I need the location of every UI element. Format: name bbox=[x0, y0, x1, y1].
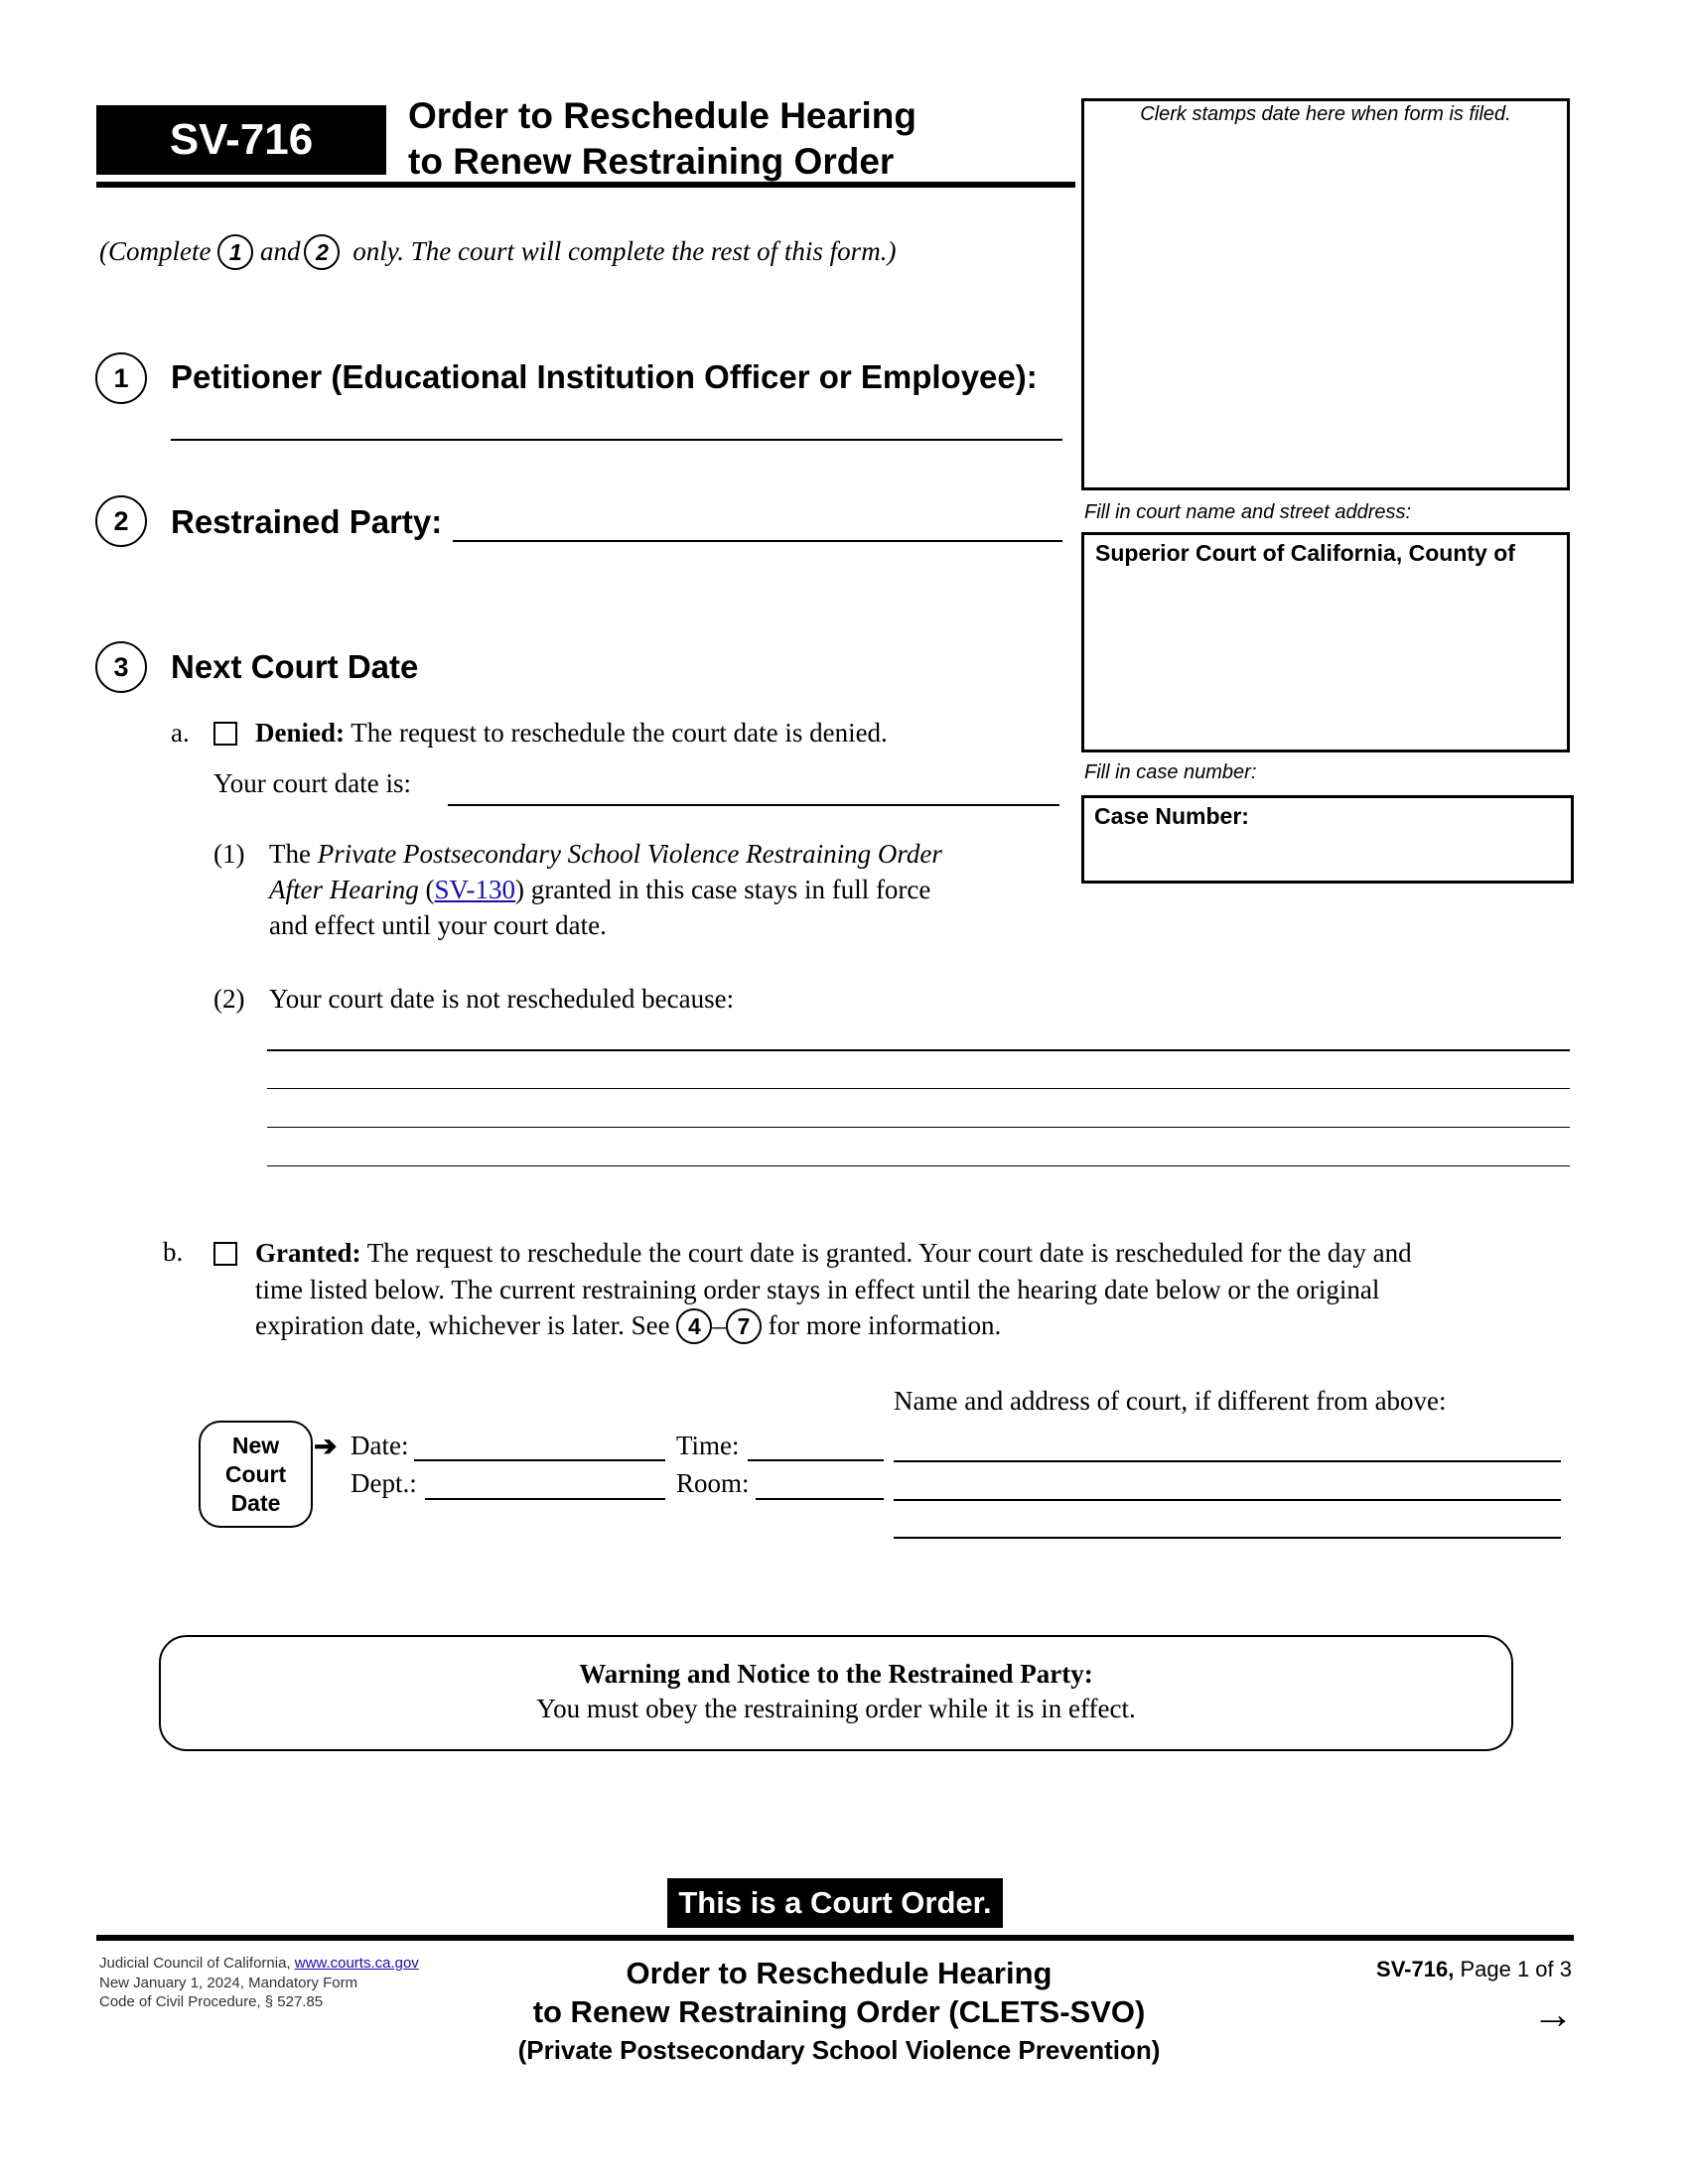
alt-court-label: Name and address of court, if different from above: bbox=[894, 1386, 1447, 1416]
reason-line-2[interactable] bbox=[267, 1088, 1570, 1089]
court-name-field[interactable] bbox=[1081, 532, 1570, 752]
warning-title: Warning and Notice to the Restrained Party: bbox=[579, 1659, 1093, 1689]
instr-text: (Complete bbox=[99, 236, 211, 267]
footer-code: Code of Civil Procedure, § 527.85 bbox=[99, 1993, 324, 2010]
dash: – bbox=[712, 1310, 726, 1341]
item-b-letter: b. bbox=[163, 1237, 184, 1267]
badge-text: Court bbox=[224, 1460, 287, 1487]
court-order-label: This is a Court Order. bbox=[667, 1878, 1003, 1928]
denied-label: Denied: bbox=[255, 718, 345, 748]
item-7-ref-icon: 7 bbox=[726, 1308, 762, 1344]
para-2-text: Your court date is not rescheduled because: bbox=[269, 984, 735, 1014]
denied-description: The request to reschedule the court date is denied. bbox=[351, 718, 888, 748]
petitioner-label: Petitioner (Educational Institution Officer or Employee): bbox=[171, 358, 1038, 395]
para-1-num: (1) bbox=[213, 839, 245, 869]
reason-line-4[interactable] bbox=[267, 1165, 1570, 1166]
badge-text: New bbox=[231, 1432, 280, 1458]
denied-checkbox[interactable] bbox=[213, 722, 237, 746]
footer-title-2: to Renew Restraining Order (CLETS-SVO) bbox=[532, 1994, 1146, 2029]
item-2-ref-icon: 2 bbox=[304, 234, 340, 270]
case-number-label: Case Number: bbox=[1094, 803, 1249, 829]
item-a-letter: a. bbox=[171, 718, 190, 748]
case-number-fill-label: Fill in case number: bbox=[1084, 761, 1257, 783]
text: The bbox=[269, 839, 318, 869]
instructions bbox=[99, 236, 896, 272]
date-field[interactable] bbox=[414, 1459, 665, 1461]
clerk-stamp-box bbox=[1081, 98, 1570, 490]
sv-130-link[interactable]: SV-130 bbox=[434, 875, 516, 904]
para-1-line1 bbox=[269, 839, 942, 870]
alt-court-line-3[interactable] bbox=[894, 1537, 1561, 1539]
item-2-number-icon: 2 bbox=[95, 495, 147, 547]
form-number-badge bbox=[96, 105, 386, 175]
badge-text: Date bbox=[230, 1489, 281, 1516]
court-name-fill-label: Fill in court name and street address: bbox=[1084, 501, 1412, 523]
instr-text: only. The court will complete the rest of this form.) bbox=[352, 236, 897, 267]
arrow-right-icon: ➔ bbox=[314, 1431, 338, 1461]
text: expiration date, whichever is later. See bbox=[255, 1310, 670, 1341]
para-1-line2: After Hearing (SV-130) granted in this case stays in full force bbox=[269, 875, 931, 904]
dept-field[interactable] bbox=[425, 1498, 665, 1500]
form-number: SV-716 bbox=[169, 115, 314, 164]
text: granted in this case stays in full force bbox=[530, 875, 931, 904]
granted-line3 bbox=[255, 1310, 1001, 1346]
restrained-party-field[interactable] bbox=[453, 540, 1062, 542]
footer-rule bbox=[96, 1935, 1574, 1941]
dept-label: Dept.: bbox=[351, 1468, 417, 1498]
next-page-arrow-icon[interactable]: → bbox=[1532, 1990, 1574, 2037]
room-field[interactable] bbox=[756, 1498, 884, 1500]
text: Judicial Council of California, bbox=[99, 1955, 295, 1972]
footer-page-info bbox=[1376, 1957, 1572, 1982]
instr-text: and bbox=[259, 236, 301, 267]
reason-line-1[interactable] bbox=[267, 1049, 1570, 1051]
warning-text: You must obey the restraining order while it is in effect. bbox=[536, 1694, 1136, 1723]
new-court-date-badge bbox=[199, 1421, 313, 1528]
time-field[interactable] bbox=[748, 1459, 884, 1461]
petitioner-field[interactable] bbox=[171, 439, 1062, 441]
denied-text bbox=[255, 718, 888, 749]
time-label: Time: bbox=[676, 1431, 740, 1460]
form-title-line1: Order to Reschedule Hearing bbox=[408, 95, 916, 136]
form-title-line2: to Renew Restraining Order bbox=[408, 141, 895, 182]
page-number: Page 1 of 3 bbox=[1460, 1957, 1572, 1981]
room-label: Room: bbox=[676, 1468, 750, 1498]
item-4-ref-icon: 4 bbox=[676, 1308, 712, 1344]
restrained-party-label: Restrained Party: bbox=[171, 503, 443, 540]
item-1-number-icon: 1 bbox=[95, 352, 147, 404]
court-date-field[interactable] bbox=[448, 804, 1059, 806]
next-court-date-heading: Next Court Date bbox=[171, 648, 419, 685]
text: for more information. bbox=[768, 1310, 1002, 1341]
footer-title-3: (Private Postsecondary School Violence Prevention) bbox=[517, 2035, 1161, 2065]
your-court-date-label: Your court date is: bbox=[213, 768, 411, 798]
footer-revised: New January 1, 2024, Mandatory Form bbox=[99, 1975, 358, 1991]
text: The request to reschedule the court date is granted. Your court date is rescheduled for the day and bbox=[366, 1238, 1412, 1268]
para-1-line3: and effect until your court date. bbox=[269, 910, 607, 940]
courts-website-link[interactable]: www.courts.ca.gov bbox=[294, 1955, 419, 1972]
order-name: Private Postsecondary School Violence Restraining Order bbox=[317, 839, 942, 869]
item-3-number-icon: 3 bbox=[95, 641, 147, 693]
granted-label: Granted: bbox=[255, 1238, 361, 1268]
court-name-value: Superior Court of California, County of bbox=[1095, 540, 1515, 566]
clerk-stamp-label: Clerk stamps date here when form is filed. bbox=[1140, 103, 1511, 125]
case-number-field[interactable] bbox=[1081, 795, 1574, 884]
granted-checkbox[interactable] bbox=[213, 1242, 237, 1266]
date-label: Date: bbox=[351, 1431, 409, 1460]
reason-line-3[interactable] bbox=[267, 1127, 1570, 1128]
granted-line1 bbox=[255, 1238, 1412, 1269]
alt-court-line-1[interactable] bbox=[894, 1460, 1561, 1462]
footer-form-number: SV-716, bbox=[1376, 1957, 1455, 1981]
header-rule bbox=[96, 182, 1075, 188]
granted-line2: time listed below. The current restraining order stays in effect until the hearing date below or the original bbox=[255, 1275, 1380, 1304]
footer-title-1: Order to Reschedule Hearing bbox=[626, 1956, 1053, 1990]
warning-box bbox=[159, 1635, 1513, 1751]
item-1-ref-icon: 1 bbox=[217, 234, 253, 270]
alt-court-line-2[interactable] bbox=[894, 1499, 1561, 1501]
para-2-num: (2) bbox=[213, 984, 245, 1014]
order-name: After Hearing bbox=[269, 875, 419, 904]
